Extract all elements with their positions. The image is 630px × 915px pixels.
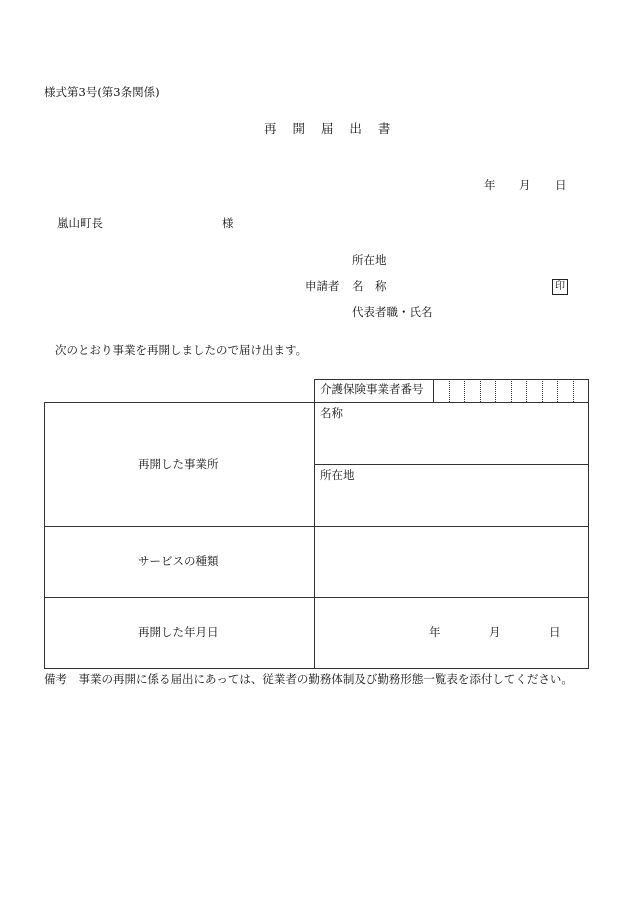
digit-box-divider xyxy=(557,379,559,402)
table-line xyxy=(44,597,589,598)
digit-box-divider xyxy=(542,379,544,402)
table-line xyxy=(44,668,589,669)
resume-date-year: 年 xyxy=(429,625,441,639)
digit-box-divider xyxy=(573,379,575,402)
remarks-note: 備考 事業の再開に係る届出にあっては、従業者の勤務体制及び勤務形態一覧表を添付してください。 xyxy=(44,672,573,686)
table-line xyxy=(44,526,589,527)
office-name-label: 名称 xyxy=(320,406,343,420)
document-title: 再 開 届 出 書 xyxy=(264,121,397,136)
digit-box-divider xyxy=(495,379,497,402)
applicant-name-label: 名 称 xyxy=(352,279,387,293)
digit-box-divider xyxy=(480,379,482,402)
date-day: 日 xyxy=(555,178,567,192)
date-year: 年 xyxy=(484,178,496,192)
table-line xyxy=(588,379,589,669)
date-month: 月 xyxy=(519,178,531,192)
service-label: サービスの種類 xyxy=(138,554,219,568)
form-number: 様式第3号(第3条関係) xyxy=(44,85,160,99)
provider-number-divider xyxy=(433,379,434,402)
digit-box-divider xyxy=(464,379,466,402)
addressee-honorific: 様 xyxy=(222,216,234,230)
resume-date-day: 日 xyxy=(549,625,561,639)
table-line xyxy=(44,402,589,403)
office-address-label: 所在地 xyxy=(320,468,355,482)
addressee-name: 嵐山町長 xyxy=(57,216,103,230)
applicant-address-label: 所在地 xyxy=(352,253,387,267)
resume-date-month: 月 xyxy=(489,625,501,639)
digit-box-divider xyxy=(526,379,528,402)
table-line xyxy=(44,402,45,669)
digit-box-divider xyxy=(449,379,451,402)
table-line xyxy=(314,464,588,465)
office-label: 再開した事業所 xyxy=(138,457,219,471)
resume-date-label: 再開した年月日 xyxy=(138,625,219,639)
seal-mark: 印 xyxy=(552,279,568,295)
table-line xyxy=(314,379,588,380)
intro-text: 次のとおり事業を再開しましたので届け出ます。 xyxy=(55,343,308,357)
table-line xyxy=(314,379,315,669)
digit-box-divider xyxy=(511,379,513,402)
provider-number-label: 介護保険事業者番号 xyxy=(320,382,424,396)
applicant-label: 申請者 xyxy=(305,279,340,293)
applicant-rep-label: 代表者職・氏名 xyxy=(352,305,433,319)
